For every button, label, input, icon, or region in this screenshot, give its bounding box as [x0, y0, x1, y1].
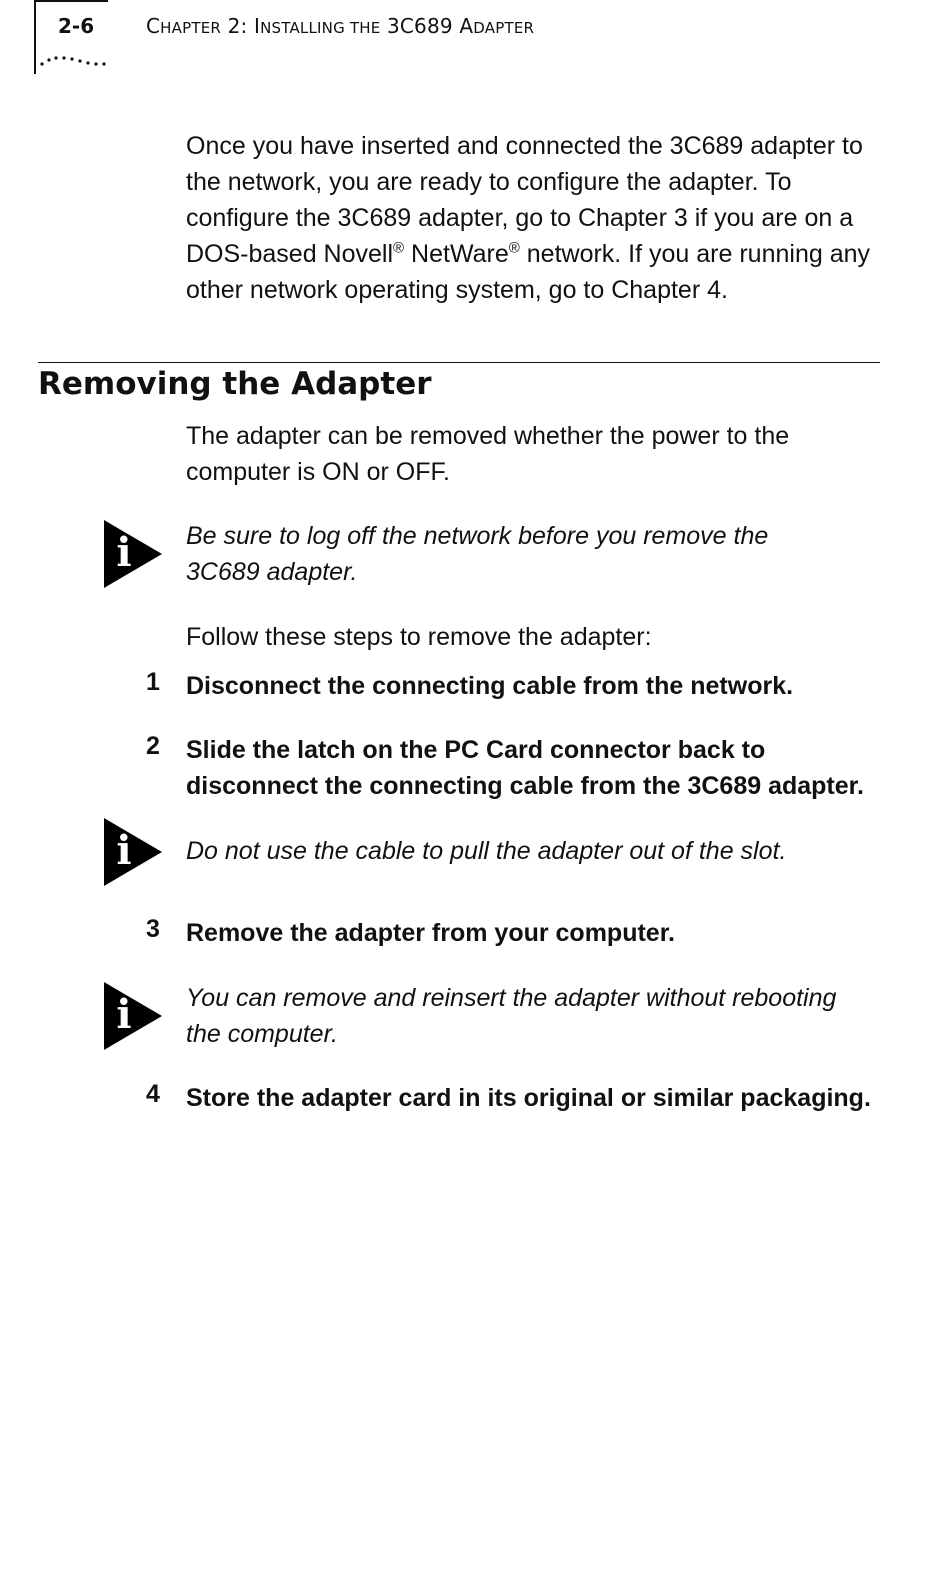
svg-text:i: i	[116, 827, 132, 874]
svg-text:i: i	[116, 991, 132, 1038]
step-text: Disconnect the connecting cable from the network.	[186, 672, 794, 700]
info-note-icon	[104, 818, 162, 886]
step-number: 1	[146, 668, 160, 696]
step-number: 3	[146, 915, 160, 943]
step-text: Store the adapter card in its original or similar packaging.	[186, 1084, 871, 1112]
header-corner-rule	[34, 0, 36, 74]
step-text: Slide the latch on the PC Card connector back to disconnect the connecting cable from the 3C689 adapter.	[186, 736, 864, 800]
steps-intro: Follow these steps to remove the adapter:	[186, 623, 652, 651]
running-head: CHAPTER 2: INSTALLING THE 3C689 ADAPTER	[146, 14, 535, 38]
section-title: Removing the Adapter	[38, 366, 432, 402]
intro-paragraph: Once you have inserted and connected the 3C689 adapter to the network, you are ready to configure the adapter. To configure the 3C689 adapter, go to Chapter 3 if you are on a DOS-based Novell® NetWare® network. If you are running any other network operating system, go to Chapter 4.	[186, 132, 871, 304]
svg-text:i: i	[116, 529, 132, 576]
info-note-icon	[104, 520, 162, 588]
header-dots-ornament	[40, 52, 112, 68]
step-number: 2	[146, 732, 160, 760]
note-cable-warning: Do not use the cable to pull the adapter out of the slot.	[186, 837, 787, 865]
info-note-icon	[104, 982, 162, 1050]
step-text: Remove the adapter from your computer.	[186, 919, 676, 947]
header-top-rule	[34, 0, 108, 2]
page-number: 2-6	[58, 14, 95, 38]
section-rule	[38, 362, 880, 363]
note-log-off: Be sure to log off the network before you remove the 3C689 adapter.	[186, 522, 769, 586]
step-number: 4	[146, 1080, 160, 1108]
note-hot-swap: You can remove and reinsert the adapter without rebooting the computer.	[186, 984, 837, 1048]
section-lead-paragraph: The adapter can be removed whether the power to the computer is ON or OFF.	[186, 422, 790, 486]
